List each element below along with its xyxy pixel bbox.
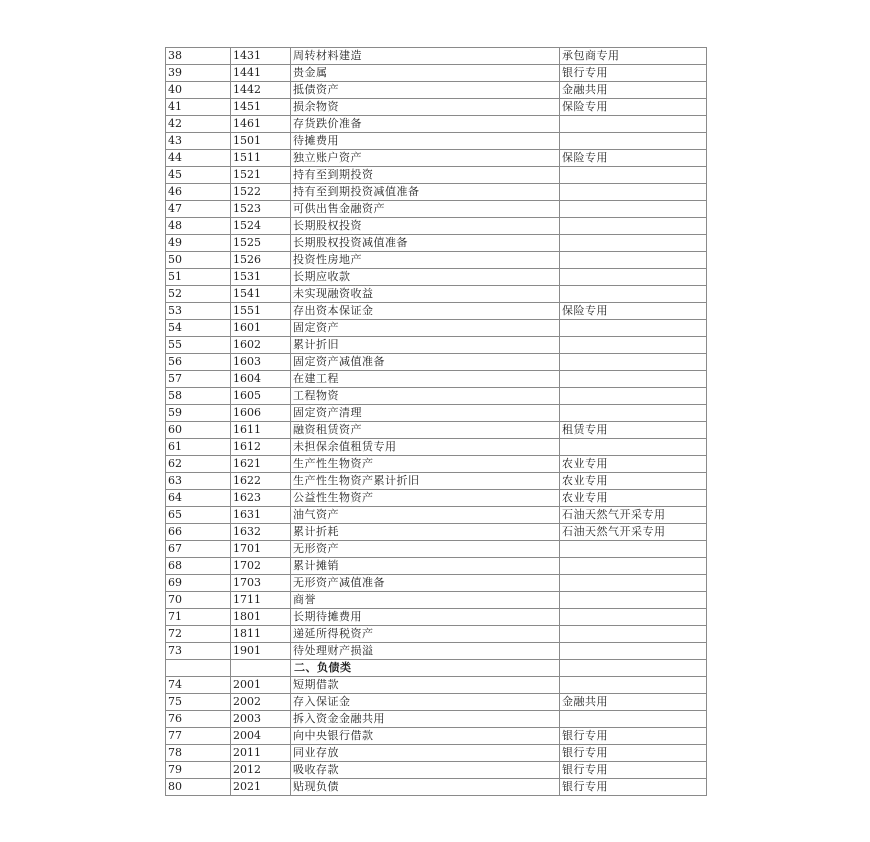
account-code-cell: 1442 xyxy=(231,82,291,99)
account-name-cell: 累计折旧 xyxy=(291,337,560,354)
usage-note-cell: 保险专用 xyxy=(560,99,707,116)
account-name-cell: 拆入资金金融共用 xyxy=(291,711,560,728)
account-name-cell: 融资租赁资产 xyxy=(291,422,560,439)
table-row xyxy=(166,592,707,609)
usage-note-cell xyxy=(560,609,707,626)
usage-note-cell: 银行专用 xyxy=(560,65,707,82)
table-row xyxy=(166,558,707,575)
sequence-cell: 45 xyxy=(166,167,231,184)
account-name-cell: 贵金属 xyxy=(291,65,560,82)
account-code-cell: 1811 xyxy=(231,626,291,643)
table-row xyxy=(166,303,707,320)
table-row xyxy=(166,507,707,524)
account-code-cell: 1526 xyxy=(231,252,291,269)
sequence-cell: 49 xyxy=(166,235,231,252)
account-name-cell: 未实现融资收益 xyxy=(291,286,560,303)
usage-note-cell xyxy=(560,575,707,592)
usage-note-cell xyxy=(560,235,707,252)
sequence-cell: 80 xyxy=(166,779,231,796)
sequence-cell: 58 xyxy=(166,388,231,405)
table-row xyxy=(166,235,707,252)
sequence-cell: 67 xyxy=(166,541,231,558)
sequence-cell: 46 xyxy=(166,184,231,201)
table-row xyxy=(166,779,707,796)
table-row xyxy=(166,252,707,269)
account-name-cell: 投资性房地产 xyxy=(291,252,560,269)
account-name-cell: 存货跌价准备 xyxy=(291,116,560,133)
account-code-cell: 1431 xyxy=(231,48,291,65)
account-name-cell: 向中央银行借款 xyxy=(291,728,560,745)
usage-note-cell: 农业专用 xyxy=(560,473,707,490)
table-row xyxy=(166,354,707,371)
sequence-cell: 69 xyxy=(166,575,231,592)
table-row xyxy=(166,439,707,456)
account-name-cell: 在建工程 xyxy=(291,371,560,388)
usage-note-cell xyxy=(560,320,707,337)
account-code-cell: 1525 xyxy=(231,235,291,252)
account-code-cell: 1623 xyxy=(231,490,291,507)
table-row xyxy=(166,269,707,286)
account-name-cell: 吸收存款 xyxy=(291,762,560,779)
usage-note-cell xyxy=(560,711,707,728)
account-code-cell: 2001 xyxy=(231,677,291,694)
accounts-table xyxy=(165,47,707,796)
account-name-cell: 同业存放 xyxy=(291,745,560,762)
table-row xyxy=(166,473,707,490)
sequence-cell: 56 xyxy=(166,354,231,371)
sequence-cell: 79 xyxy=(166,762,231,779)
usage-note-cell: 租赁专用 xyxy=(560,422,707,439)
account-name-cell: 生产性生物资产累计折旧 xyxy=(291,473,560,490)
account-code-cell: 2004 xyxy=(231,728,291,745)
account-code-cell: 1524 xyxy=(231,218,291,235)
usage-note-cell xyxy=(560,558,707,575)
usage-note-cell xyxy=(560,439,707,456)
sequence-cell: 73 xyxy=(166,643,231,660)
account-code-cell: 1631 xyxy=(231,507,291,524)
sequence-cell: 64 xyxy=(166,490,231,507)
usage-note-cell xyxy=(560,133,707,150)
account-code-cell: 1531 xyxy=(231,269,291,286)
account-code-cell: 1511 xyxy=(231,150,291,167)
account-name-cell: 待摊费用 xyxy=(291,133,560,150)
usage-note-cell xyxy=(560,116,707,133)
account-code-cell: 2002 xyxy=(231,694,291,711)
table-row xyxy=(166,218,707,235)
table-row xyxy=(166,643,707,660)
sequence-cell: 47 xyxy=(166,201,231,218)
usage-note-cell xyxy=(560,388,707,405)
account-code-cell: 2011 xyxy=(231,745,291,762)
sequence-cell: 74 xyxy=(166,677,231,694)
usage-note-cell xyxy=(560,541,707,558)
usage-note-cell: 承包商专用 xyxy=(560,48,707,65)
account-name-cell: 长期应收款 xyxy=(291,269,560,286)
sequence-cell: 76 xyxy=(166,711,231,728)
table-row xyxy=(166,677,707,694)
sequence-cell: 66 xyxy=(166,524,231,541)
account-name-cell: 累计折耗 xyxy=(291,524,560,541)
account-code-cell: 1521 xyxy=(231,167,291,184)
table-row xyxy=(166,82,707,99)
usage-note-cell xyxy=(560,167,707,184)
table-row xyxy=(166,99,707,116)
account-code-cell: 2012 xyxy=(231,762,291,779)
account-name-cell: 存出资本保证金 xyxy=(291,303,560,320)
sequence-cell: 43 xyxy=(166,133,231,150)
account-name-cell: 长期待摊费用 xyxy=(291,609,560,626)
usage-note-cell xyxy=(560,201,707,218)
table-row xyxy=(166,711,707,728)
account-name-cell: 贴现负债 xyxy=(291,779,560,796)
table-row xyxy=(166,65,707,82)
usage-note-cell xyxy=(560,405,707,422)
account-name-cell: 固定资产清理 xyxy=(291,405,560,422)
account-code-cell: 1702 xyxy=(231,558,291,575)
account-name-cell: 无形资产减值准备 xyxy=(291,575,560,592)
account-code-cell: 1711 xyxy=(231,592,291,609)
sequence-cell: 77 xyxy=(166,728,231,745)
account-name-cell: 油气资产 xyxy=(291,507,560,524)
usage-note-cell xyxy=(560,184,707,201)
sequence-cell: 68 xyxy=(166,558,231,575)
table-row xyxy=(166,575,707,592)
table-row xyxy=(166,184,707,201)
account-code-cell: 1622 xyxy=(231,473,291,490)
sequence-cell: 71 xyxy=(166,609,231,626)
table-row xyxy=(166,609,707,626)
sequence-cell: 61 xyxy=(166,439,231,456)
account-name-cell: 递延所得税资产 xyxy=(291,626,560,643)
table-row xyxy=(166,388,707,405)
usage-note-cell: 金融共用 xyxy=(560,694,707,711)
account-code-cell: 1601 xyxy=(231,320,291,337)
account-name-cell: 独立账户资产 xyxy=(291,150,560,167)
usage-note-cell: 银行专用 xyxy=(560,762,707,779)
sequence-cell: 38 xyxy=(166,48,231,65)
usage-note-cell xyxy=(560,337,707,354)
usage-note-cell xyxy=(560,371,707,388)
account-code-cell: 1604 xyxy=(231,371,291,388)
usage-note-cell xyxy=(560,218,707,235)
usage-note-cell xyxy=(560,643,707,660)
account-code-cell: 1501 xyxy=(231,133,291,150)
table-row xyxy=(166,320,707,337)
table-row xyxy=(166,201,707,218)
account-name-cell: 存入保证金 xyxy=(291,694,560,711)
account-name-cell: 二、负债类 xyxy=(291,660,560,677)
sequence-cell: 63 xyxy=(166,473,231,490)
account-name-cell: 公益性生物资产 xyxy=(291,490,560,507)
section-header-row xyxy=(166,660,707,677)
table-row xyxy=(166,694,707,711)
account-code-cell: 1701 xyxy=(231,541,291,558)
usage-note-cell xyxy=(560,354,707,371)
usage-note-cell: 银行专用 xyxy=(560,745,707,762)
usage-note-cell: 农业专用 xyxy=(560,456,707,473)
sequence-cell: 40 xyxy=(166,82,231,99)
sequence-cell: 60 xyxy=(166,422,231,439)
sequence-cell: 44 xyxy=(166,150,231,167)
table-row xyxy=(166,337,707,354)
account-name-cell: 损余物资 xyxy=(291,99,560,116)
table-row xyxy=(166,116,707,133)
usage-note-cell xyxy=(560,677,707,694)
accounts-table-body xyxy=(166,48,707,796)
account-code-cell: 1703 xyxy=(231,575,291,592)
usage-note-cell xyxy=(560,660,707,677)
usage-note-cell xyxy=(560,252,707,269)
account-code-cell: 1603 xyxy=(231,354,291,371)
sequence-cell: 70 xyxy=(166,592,231,609)
sequence-cell xyxy=(166,660,231,677)
sequence-cell: 75 xyxy=(166,694,231,711)
sequence-cell: 65 xyxy=(166,507,231,524)
table-row xyxy=(166,150,707,167)
account-code-cell: 1451 xyxy=(231,99,291,116)
usage-note-cell: 保险专用 xyxy=(560,150,707,167)
account-code-cell: 1523 xyxy=(231,201,291,218)
table-row xyxy=(166,422,707,439)
sequence-cell: 54 xyxy=(166,320,231,337)
usage-note-cell xyxy=(560,269,707,286)
account-name-cell: 持有至到期投资减值准备 xyxy=(291,184,560,201)
table-row xyxy=(166,745,707,762)
table-row xyxy=(166,541,707,558)
usage-note-cell xyxy=(560,626,707,643)
sequence-cell: 72 xyxy=(166,626,231,643)
account-code-cell: 1541 xyxy=(231,286,291,303)
table-row xyxy=(166,728,707,745)
table-row xyxy=(166,371,707,388)
usage-note-cell xyxy=(560,592,707,609)
account-code-cell: 1522 xyxy=(231,184,291,201)
account-code-cell: 1901 xyxy=(231,643,291,660)
account-code-cell: 1612 xyxy=(231,439,291,456)
usage-note-cell: 银行专用 xyxy=(560,779,707,796)
account-code-cell xyxy=(231,660,291,677)
sequence-cell: 59 xyxy=(166,405,231,422)
sequence-cell: 41 xyxy=(166,99,231,116)
sequence-cell: 57 xyxy=(166,371,231,388)
account-name-cell: 可供出售金融资产 xyxy=(291,201,560,218)
usage-note-cell: 银行专用 xyxy=(560,728,707,745)
sequence-cell: 55 xyxy=(166,337,231,354)
table-row xyxy=(166,286,707,303)
sequence-cell: 78 xyxy=(166,745,231,762)
account-code-cell: 1801 xyxy=(231,609,291,626)
account-name-cell: 待处理财产损溢 xyxy=(291,643,560,660)
table-row xyxy=(166,405,707,422)
account-name-cell: 无形资产 xyxy=(291,541,560,558)
sequence-cell: 53 xyxy=(166,303,231,320)
table-row xyxy=(166,626,707,643)
table-row xyxy=(166,48,707,65)
account-name-cell: 商誉 xyxy=(291,592,560,609)
account-name-cell: 长期股权投资减值准备 xyxy=(291,235,560,252)
usage-note-cell xyxy=(560,286,707,303)
table-row xyxy=(166,490,707,507)
account-code-cell: 1606 xyxy=(231,405,291,422)
account-code-cell: 1441 xyxy=(231,65,291,82)
account-code-cell: 1461 xyxy=(231,116,291,133)
account-name-cell: 抵债资产 xyxy=(291,82,560,99)
table-row xyxy=(166,167,707,184)
usage-note-cell: 石油天然气开采专用 xyxy=(560,524,707,541)
account-name-cell: 周转材料建造 xyxy=(291,48,560,65)
table-row xyxy=(166,133,707,150)
sequence-cell: 42 xyxy=(166,116,231,133)
usage-note-cell: 石油天然气开采专用 xyxy=(560,507,707,524)
account-name-cell: 工程物资 xyxy=(291,388,560,405)
account-name-cell: 累计摊销 xyxy=(291,558,560,575)
sequence-cell: 52 xyxy=(166,286,231,303)
account-name-cell: 短期借款 xyxy=(291,677,560,694)
table-row xyxy=(166,762,707,779)
account-code-cell: 2021 xyxy=(231,779,291,796)
sequence-cell: 51 xyxy=(166,269,231,286)
usage-note-cell: 金融共用 xyxy=(560,82,707,99)
account-name-cell: 长期股权投资 xyxy=(291,218,560,235)
account-code-cell: 1621 xyxy=(231,456,291,473)
account-code-cell: 1632 xyxy=(231,524,291,541)
account-code-cell: 1605 xyxy=(231,388,291,405)
sequence-cell: 39 xyxy=(166,65,231,82)
account-name-cell: 未担保余值租赁专用 xyxy=(291,439,560,456)
account-code-cell: 1551 xyxy=(231,303,291,320)
account-table-container xyxy=(165,47,707,796)
account-name-cell: 固定资产减值准备 xyxy=(291,354,560,371)
account-code-cell: 1611 xyxy=(231,422,291,439)
account-name-cell: 生产性生物资产 xyxy=(291,456,560,473)
table-row xyxy=(166,456,707,473)
account-name-cell: 持有至到期投资 xyxy=(291,167,560,184)
usage-note-cell: 保险专用 xyxy=(560,303,707,320)
sequence-cell: 62 xyxy=(166,456,231,473)
table-row xyxy=(166,524,707,541)
account-name-cell: 固定资产 xyxy=(291,320,560,337)
sequence-cell: 48 xyxy=(166,218,231,235)
usage-note-cell: 农业专用 xyxy=(560,490,707,507)
account-code-cell: 1602 xyxy=(231,337,291,354)
sequence-cell: 50 xyxy=(166,252,231,269)
account-code-cell: 2003 xyxy=(231,711,291,728)
